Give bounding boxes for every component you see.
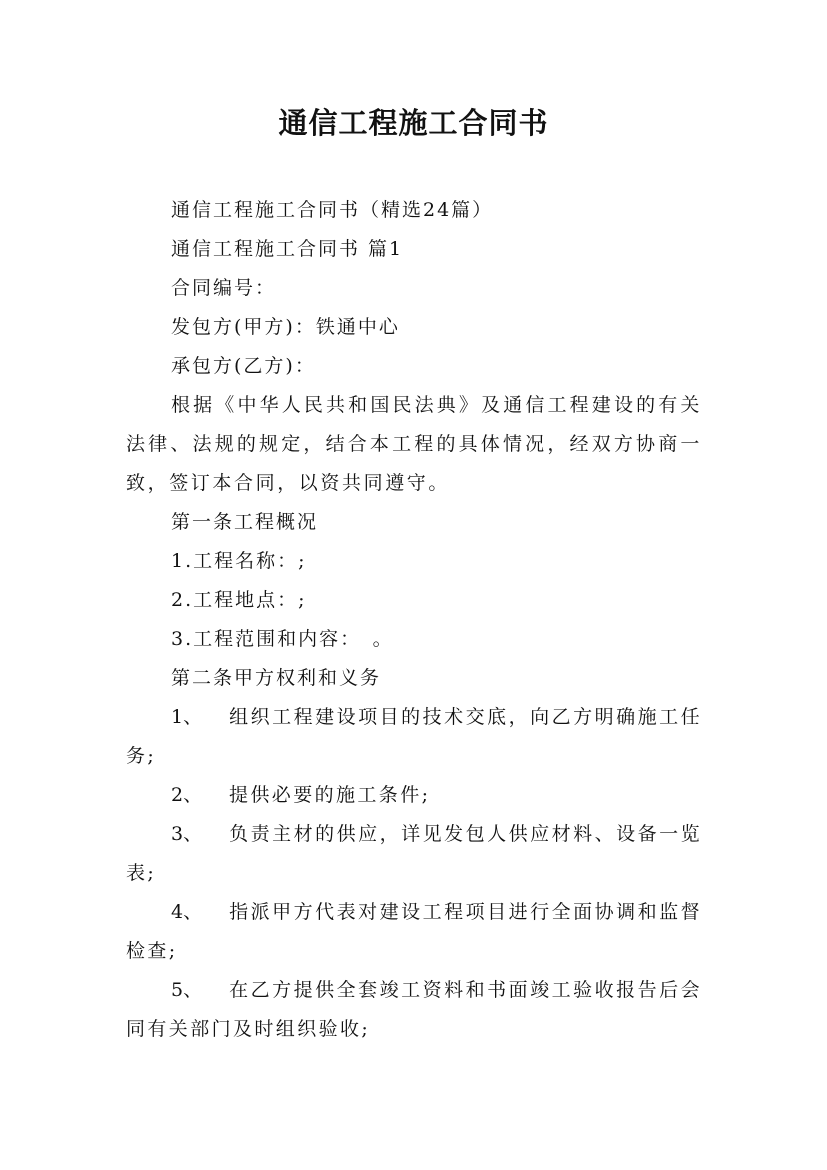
list-item-text: 组织工程建设项目的技术交底，向乙方明确施工任务; [126,706,702,767]
section-heading: 通信工程施工合同书 篇1 [171,238,404,260]
contract-number-line: 合同编号： [171,277,277,299]
article-two-heading: 第二条甲方权利和义务 [171,667,382,689]
preamble-paragraph: 根据《中华人民共和国民法典》及通信工程建设的有关法律、法规的规定，结合本工程的具体情况，经双方协商一致，签订本合同，以资共同遵守。 [126,394,702,494]
project-scope-line: 3.工程范围和内容： 。 [171,628,394,650]
list-item-text: 在乙方提供全套竣工资料和书面竣工验收报告后会同有关部门及时组织验收; [126,979,702,1040]
party-a-line: 发包方(甲方)：铁通中心 [171,316,400,338]
list-item-number: 1、 [171,706,203,728]
subtitle-line: 通信工程施工合同书（精选24篇） [171,199,494,221]
list-item [126,698,702,776]
list-item [126,776,702,815]
list-item [126,971,702,1049]
list-item-number: 2、 [171,784,203,806]
list-item-number: 4、 [171,901,203,923]
list-item [126,815,702,893]
list-item-text: 负责主材的供应，详见发包人供应材料、设备一览表; [126,823,702,884]
party-b-line: 承包方(乙方)： [171,355,316,377]
document-body [126,191,702,1049]
project-location-line: 2.工程地点：; [171,589,307,611]
list-item-text: 提供必要的施工条件; [229,784,431,806]
list-item [126,893,702,971]
project-name-line: 1.工程名称：; [171,550,307,572]
list-item-number: 3、 [171,823,203,845]
document-title: 通信工程施工合同书 [278,106,549,140]
list-item-text: 指派甲方代表对建设工程项目进行全面协调和监督检查; [126,901,702,962]
article-one-heading: 第一条工程概况 [171,511,319,533]
list-item-number: 5、 [171,979,203,1001]
